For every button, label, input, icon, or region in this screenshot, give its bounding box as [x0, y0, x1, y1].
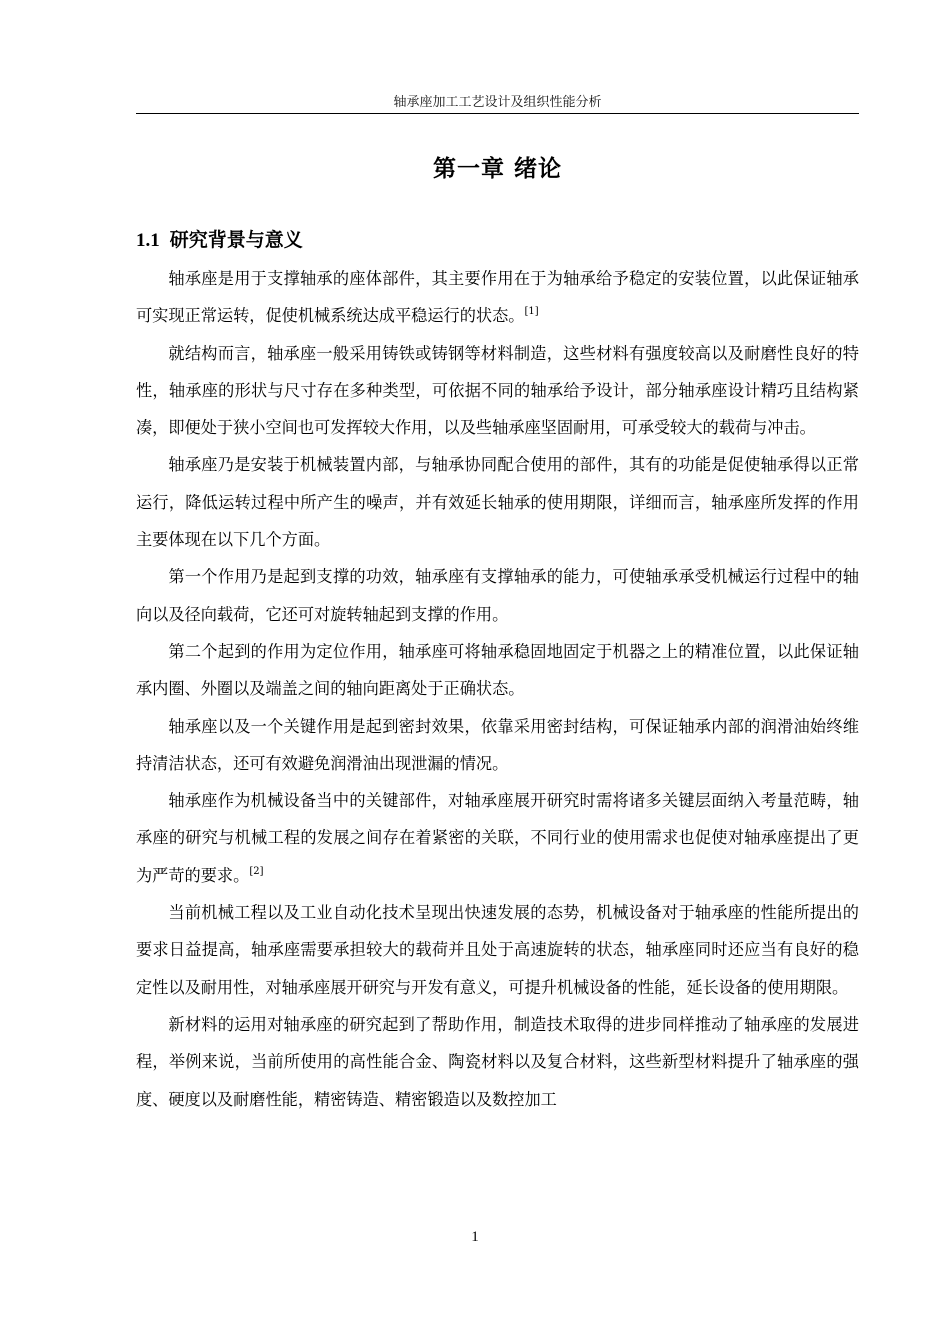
running-header: 轴承座加工工艺设计及组织性能分析	[393, 95, 602, 110]
citation-marker: [1]	[524, 306, 539, 318]
paragraph: 轴承座乃是安装于机械装置内部，与轴承协同配合使用的部件，其有的功能是促使轴承得以正常运行，降低运转过程中所产生的噪声，并有效延长轴承的使用期限，详细而言，轴承座所发挥的作用主要体现在以下几个方面。	[136, 455, 859, 550]
section-heading	[136, 225, 303, 252]
paragraph: 第二个起到的作用为定位作用，轴承座可将轴承稳固地固定于机器之上的精准位置，以此保证轴承内圈、外圈以及端盖之间的轴向距离处于正确状态。	[136, 641, 859, 699]
body-text	[136, 260, 859, 1118]
paragraph: 新材料的运用对轴承座的研究起到了帮助作用，制造技术取得的进步同样推动了轴承座的发展进程，举例来说，当前所使用的高性能合金、陶瓷材料以及复合材料，这些新型材料提升了轴承座的强度、硬度以及耐磨性能，精密铸造、精密锻造以及数控加工	[136, 1014, 859, 1109]
chapter-title: 第一章 绪论	[432, 156, 562, 182]
section-number: 1.1	[136, 230, 160, 251]
citation-marker: [2]	[249, 865, 264, 877]
page-number: 1	[471, 1229, 479, 1245]
paragraph: 轴承座以及一个关键作用是起到密封效果，依靠采用密封结构，可保证轴承内部的润滑油始终维持清洁状态，还可有效避免润滑油出现泄漏的情况。	[136, 716, 859, 773]
paragraph: 第一个作用乃是起到支撑的功效，轴承座有支撑轴承的能力，可使轴承承受机械运行过程中的轴向以及径向载荷，它还可对旋转轴起到支撑的作用。	[136, 567, 859, 624]
section-title: 研究背景与意义	[169, 229, 303, 251]
paragraph: 就结构而言，轴承座一般采用铸铁或铸钢等材料制造，这些材料有强度较高以及耐磨性良好的特性，轴承座的形状与尺寸存在多种类型，可依据不同的轴承给予设计，部分轴承座设计精巧且结构紧凑，即便处于狭小空间也可发挥较大作用，以及些轴承座坚固耐用，可承受较大的载荷与冲击。	[136, 343, 859, 438]
paragraph: 轴承座是用于支撑轴承的座体部件，其主要作用在于为轴承给予稳定的安装位置，以此保证轴承可实现正常运转，促使机械系统达成平稳运行的状态。[1]	[136, 269, 859, 326]
header-rule	[136, 113, 859, 114]
paragraph: 轴承座作为机械设备当中的关键部件，对轴承座展开研究时需将诸多关键层面纳入考量范畴，轴承座的研究与机械工程的发展之间存在着紧密的关联，不同行业的使用需求也促使对轴承座提出了更为严苛的要求。[2]	[136, 791, 859, 885]
paragraph: 当前机械工程以及工业自动化技术呈现出快速发展的态势，机械设备对于轴承座的性能所提出的要求日益提高，轴承座需要承担较大的载荷并且处于高速旋转的状态，轴承座同时还应当有良好的稳定性以及耐用性，对轴承座展开研究与开发有意义，可提升机械设备的性能，延长设备的使用期限。	[136, 903, 859, 997]
